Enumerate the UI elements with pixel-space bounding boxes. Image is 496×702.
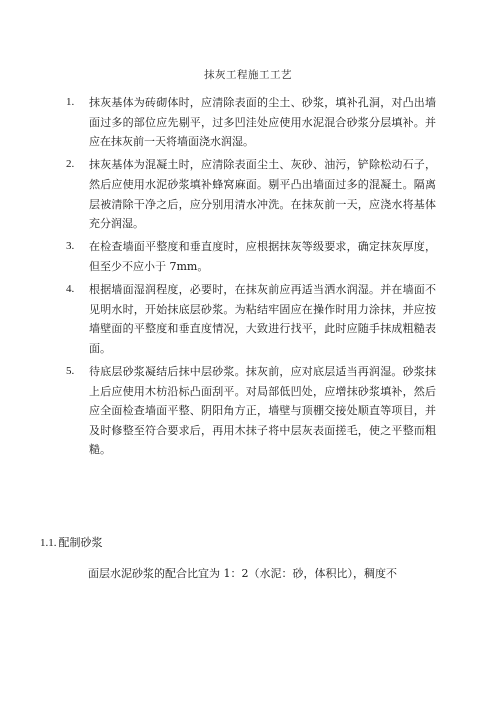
list-item — [66, 362, 436, 460]
section-heading — [40, 533, 103, 553]
list-item-text: 抹灰基体为砖砌体时，应清除表面的尘土、砂浆，填补孔洞，对凸出墙面过多的部位应先剔平，过多凹洼处应使用水泥混合砂浆分层填补。并应在抹灰前一天将墙面浇水润湿。 — [89, 96, 436, 149]
list-item-number: 5. — [66, 365, 75, 378]
procedure-list — [66, 93, 436, 464]
list-item — [66, 280, 436, 358]
body-paragraph: 面层水泥砂浆的配合比宜为 1：2（水泥：砂，体积比），稠度不 — [88, 567, 397, 580]
list-item-text: 根据墙面湿润程度，必要时，在抹灰前应再适当洒水润湿。并在墙面不见明水时，开始抹底层砂浆。为粘结牢固应在操作时用力涂抹，并应按墙壁面的平整度和垂直度情况，大致进行找平，此时应随手抹成粗糙表面。 — [89, 283, 436, 355]
list-item-text: 待底层砂浆凝结后抹中层砂浆。抹灰前，应对底层适当再润湿。砂浆抹上后应使用木枋沿标凸面刮平。对局部低凹处，应增抹砂浆填补，然后应全面检查墙面平整、阴阳角方正，墙壁与顶棚交接处顺直等项目，并及时修整至符合要求后，再用木抹子将中层灰表面搓毛，使之平整而粗糙。 — [89, 365, 436, 457]
list-item-text: 抹灰基体为混凝土时，应清除表面尘土、灰砂、油污，铲除松动石子，然后应使用水泥砂浆填补蜂窝麻面。剔平凸出墙面过多的混凝土。隔离层被清除干净之后，应分别用清水冲洗。在抹灰前一天，应浇水将基体充分润湿。 — [89, 158, 436, 231]
list-item-number: 1. — [66, 96, 75, 108]
list-item — [66, 237, 436, 276]
list-item-text: 在检查墙面平整度和垂直度时，应根据抹灰等级要求，确定抹灰厚度，但至少不应小于 7mm。 — [89, 240, 436, 273]
list-item — [66, 93, 436, 152]
document-title: 抹灰工程施工工艺 — [204, 69, 292, 81]
list-item-number: 2. — [66, 158, 75, 171]
section-heading-text: 配制砂浆 — [58, 536, 103, 549]
list-item-number: 4. — [66, 283, 75, 296]
list-item — [66, 155, 436, 233]
section-number: 1.1. — [40, 537, 57, 549]
list-item-number: 3. — [66, 240, 75, 253]
